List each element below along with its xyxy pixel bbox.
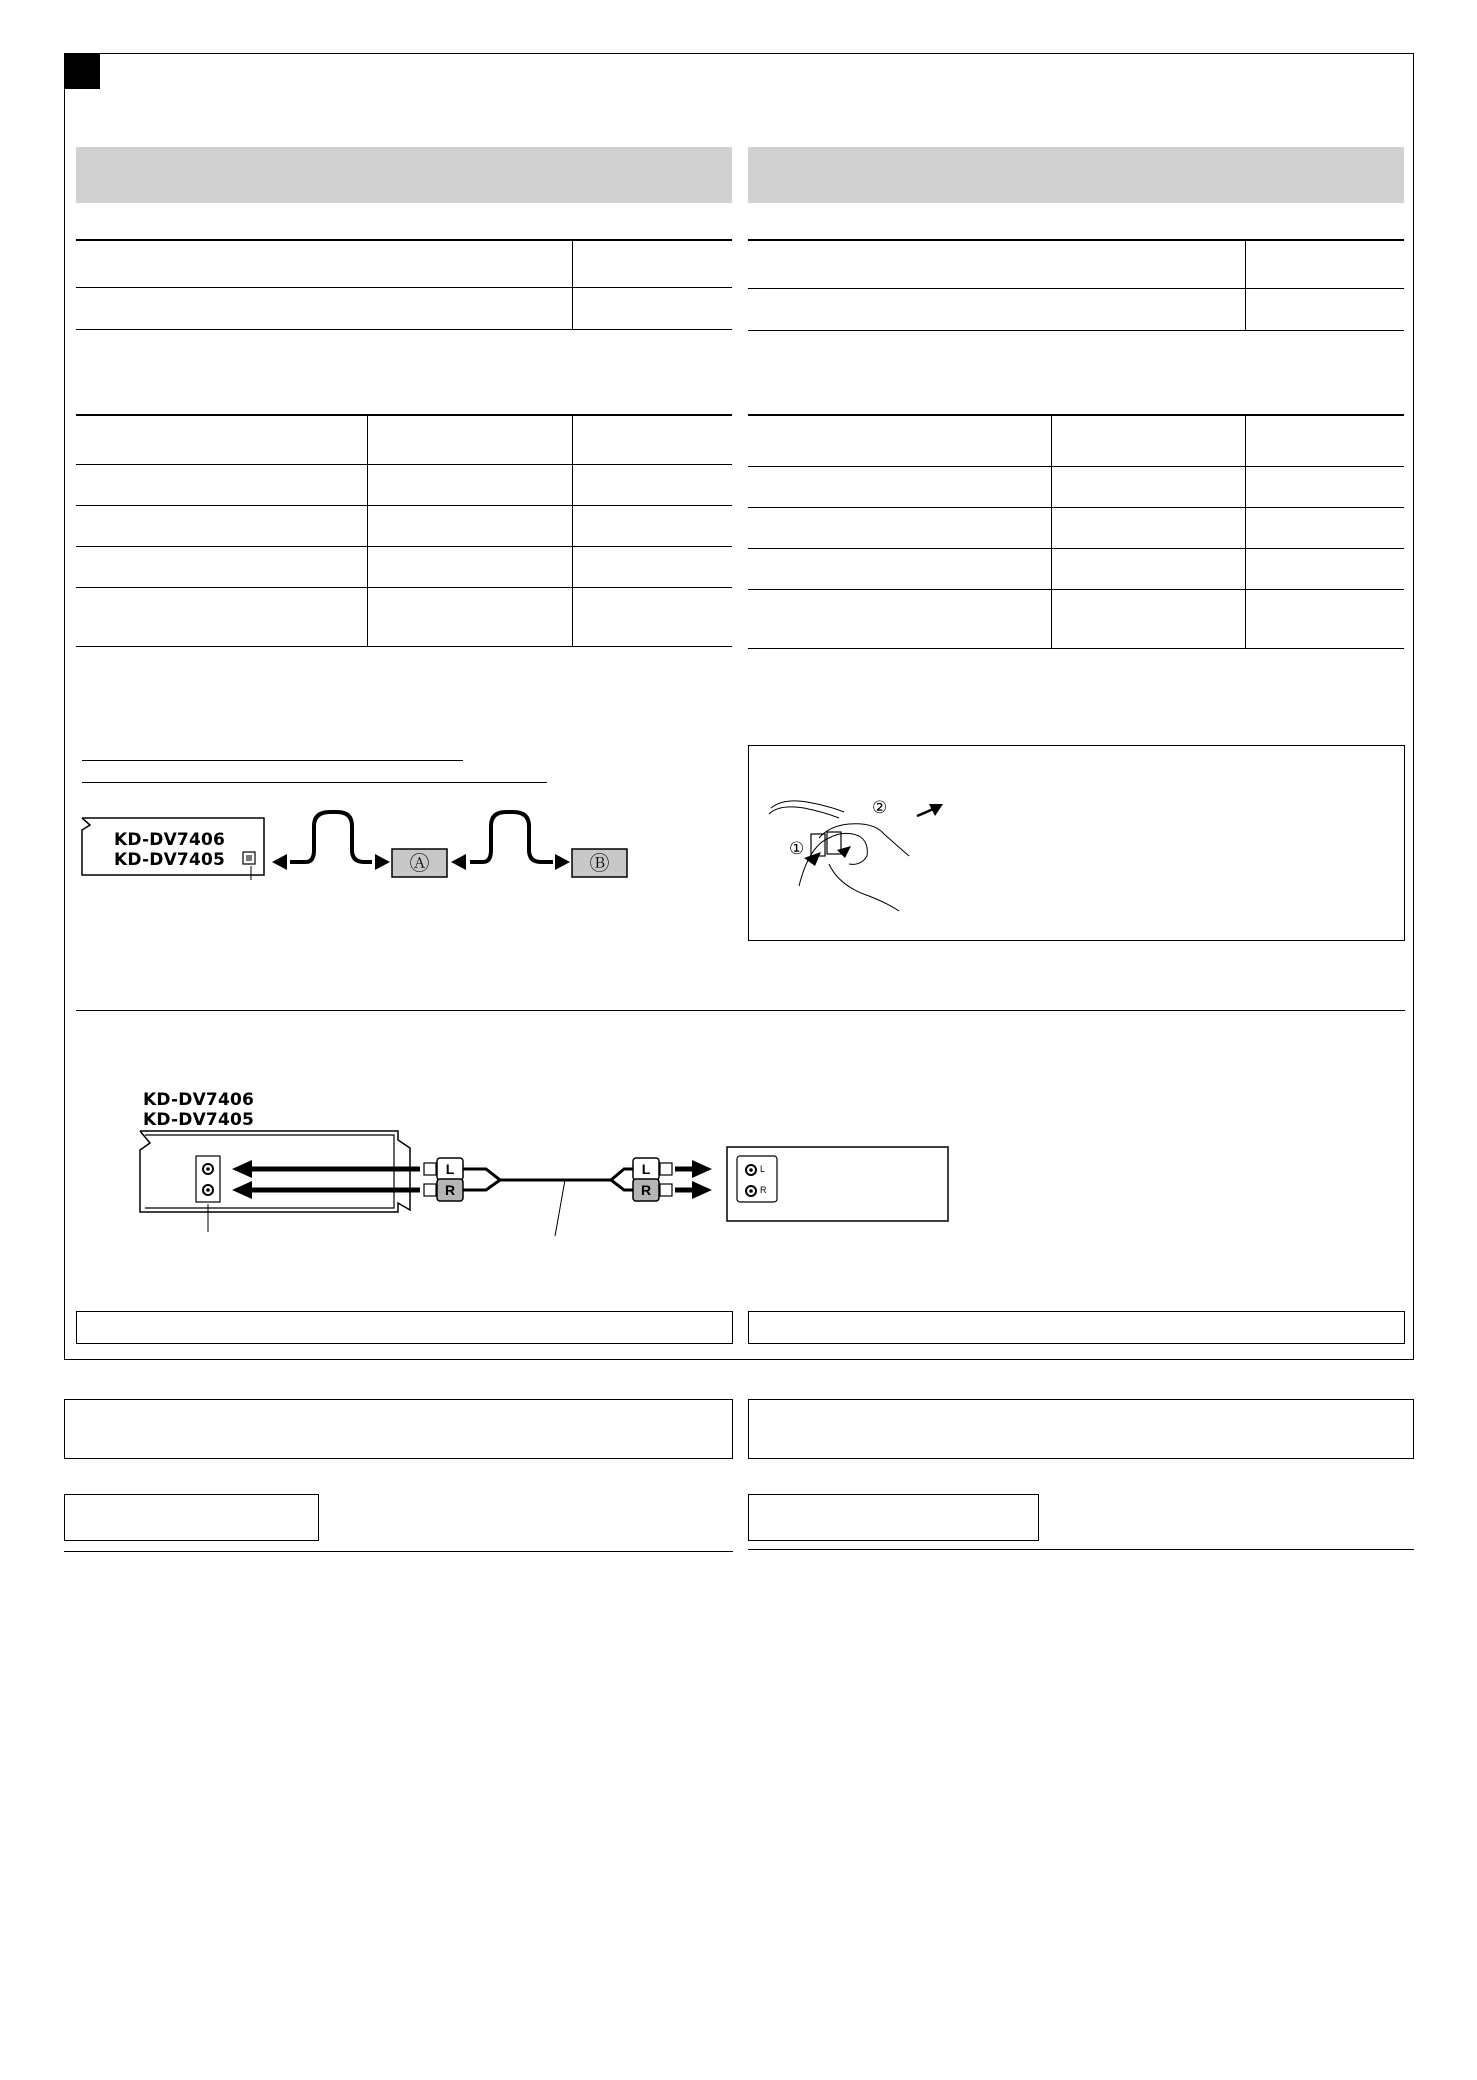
note-box-left — [76, 1311, 733, 1344]
step-2-marker: ② — [872, 798, 888, 818]
plug-l-label: L — [445, 1161, 455, 1177]
step-1-marker: ① — [789, 839, 805, 859]
heading-rule-left — [64, 1551, 733, 1552]
unit-model-1: KD-DV7406 — [114, 830, 226, 850]
heading-rule-right — [748, 1549, 1414, 1550]
unit-model-2: KD-DV7405 — [114, 850, 226, 870]
info-box-left — [64, 1399, 733, 1459]
device-a-label: Ⓐ — [409, 851, 430, 875]
plug-l-label-2: L — [641, 1161, 651, 1177]
unit-model-1: KD-DV7406 — [143, 1090, 255, 1110]
jack-r-label: R — [760, 1185, 767, 1195]
plug-r-label: R — [444, 1182, 456, 1198]
heading-box-left — [64, 1494, 319, 1541]
info-box-right — [748, 1399, 1414, 1459]
jack-l-label: L — [760, 1164, 766, 1174]
note-box-right — [748, 1311, 1405, 1344]
device-b-label: Ⓑ — [589, 851, 610, 875]
heading-box-right — [748, 1494, 1039, 1541]
unit-model-2: KD-DV7405 — [143, 1110, 255, 1130]
plug-r-label-2: R — [640, 1182, 652, 1198]
